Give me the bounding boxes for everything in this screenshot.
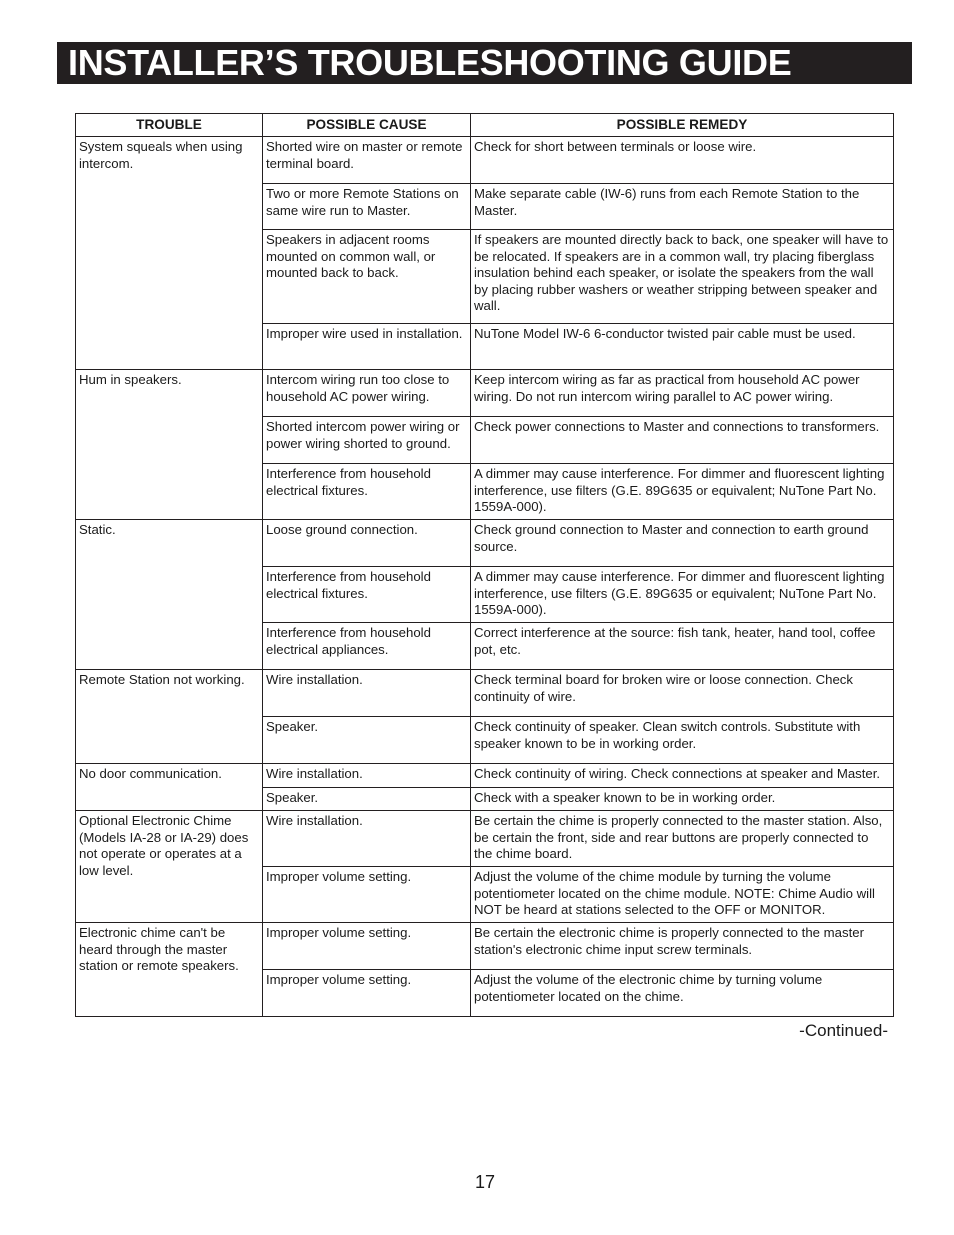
page-number: 17: [474, 1172, 496, 1192]
trouble-cell: Static.: [76, 520, 263, 670]
cause-cell: Interference from household electrical fixtures.: [263, 567, 471, 623]
cause-cell: Interference from household electrical fixtures.: [263, 464, 471, 520]
table-header-row: [76, 114, 894, 137]
page-title: INSTALLER’S TROUBLESHOOTING GUIDE: [57, 42, 912, 84]
cause-cell: Shorted intercom power wiring or power wiring shorted to ground.: [263, 417, 471, 464]
cause-cell: Speaker.: [263, 717, 471, 764]
cause-cell: Wire installation.: [263, 670, 471, 717]
cause-cell: Wire installation.: [263, 764, 471, 788]
remedy-cell: Check power connections to Master and connections to transformers.: [471, 417, 894, 464]
cause-cell: Intercom wiring run too close to household AC power wiring.: [263, 370, 471, 417]
cause-cell: Improper wire used in installation.: [263, 324, 471, 370]
remedy-cell: Check terminal board for broken wire or loose connection. Check continuity of wire.: [471, 670, 894, 717]
remedy-cell: Be certain the chime is properly connected to the master station. Also, be certain the front, side and rear buttons are properly connected to the chime board.: [471, 811, 894, 867]
table-row: [76, 520, 894, 567]
cause-cell: Interference from household electrical appliances.: [263, 623, 471, 670]
cause-cell: Improper volume setting.: [263, 867, 471, 923]
cause-cell: Wire installation.: [263, 811, 471, 867]
header-possible-cause: POSSIBLE CAUSE: [263, 114, 471, 137]
remedy-cell: If speakers are mounted directly back to back, one speaker will have to be relocated. If speakers are in a common wall, try placing fiberglass insulation behind each speaker, or isolate the speakers from the wall by placing rubber washers or weather stripping between speaker and wall.: [471, 230, 894, 324]
remedy-cell: Check for short between terminals or loose wire.: [471, 137, 894, 184]
cause-cell: Shorted wire on master or remote terminal board.: [263, 137, 471, 184]
remedy-cell: Keep intercom wiring as far as practical from household AC power wiring. Do not run intercom wiring parallel to AC power wiring.: [471, 370, 894, 417]
table-row: [76, 764, 894, 788]
table-row: [76, 137, 894, 184]
cause-cell: Speakers in adjacent rooms mounted on common wall, or mounted back to back.: [263, 230, 471, 324]
cause-cell: Improper volume setting.: [263, 970, 471, 1017]
table-row: [76, 811, 894, 867]
cause-cell: Speaker.: [263, 788, 471, 811]
remedy-cell: A dimmer may cause interference. For dimmer and fluorescent lighting interference, use filters (G.E. 89G635 or equivalent; NuTone Part No. 1559A-000).: [471, 567, 894, 623]
remedy-cell: Adjust the volume of the chime module by turning the volume potentiometer located on the chime module. NOTE: Chime Audio will NOT be heard at stations selected to the OFF or MONITOR.: [471, 867, 894, 923]
remedy-cell: NuTone Model IW-6 6-conductor twisted pair cable must be used.: [471, 324, 894, 370]
trouble-cell: Remote Station not working.: [76, 670, 263, 764]
trouble-cell: Electronic chime can't be heard through the master station or remote speakers.: [76, 923, 263, 1017]
remedy-cell: Check with a speaker known to be in working order.: [471, 788, 894, 811]
trouble-cell: Hum in speakers.: [76, 370, 263, 520]
remedy-cell: Check continuity of speaker. Clean switch controls. Substitute with speaker known to be in working order.: [471, 717, 894, 764]
remedy-cell: Correct interference at the source: fish tank, heater, hand tool, coffee pot, etc.: [471, 623, 894, 670]
table-row: [76, 923, 894, 970]
remedy-cell: Adjust the volume of the electronic chime by turning volume potentiometer located on the chime.: [471, 970, 894, 1017]
trouble-cell: System squeals when using intercom.: [76, 137, 263, 370]
header-trouble: TROUBLE: [76, 114, 263, 137]
header-possible-remedy: POSSIBLE REMEDY: [471, 114, 894, 137]
trouble-cell: Optional Electronic Chime (Models IA-28 or IA-29) does not operate or operates at a low level.: [76, 811, 263, 923]
remedy-cell: Make separate cable (IW-6) runs from each Remote Station to the Master.: [471, 184, 894, 230]
remedy-cell: Check ground connection to Master and connection to earth ground source.: [471, 520, 894, 567]
remedy-cell: Check continuity of wiring. Check connections at speaker and Master.: [471, 764, 894, 788]
table-row: [76, 670, 894, 717]
cause-cell: Two or more Remote Stations on same wire run to Master.: [263, 184, 471, 230]
continued-note: -Continued-: [799, 1021, 888, 1040]
trouble-cell: No door communication.: [76, 764, 263, 811]
remedy-cell: A dimmer may cause interference. For dimmer and fluorescent lighting interference, use filters (G.E. 89G635 or equivalent; NuTone Part No. 1559A-000).: [471, 464, 894, 520]
remedy-cell: Be certain the electronic chime is properly connected to the master station's electronic chime input screw terminals.: [471, 923, 894, 970]
table-row: [76, 370, 894, 417]
cause-cell: Loose ground connection.: [263, 520, 471, 567]
troubleshooting-table: [75, 113, 894, 1017]
cause-cell: Improper volume setting.: [263, 923, 471, 970]
